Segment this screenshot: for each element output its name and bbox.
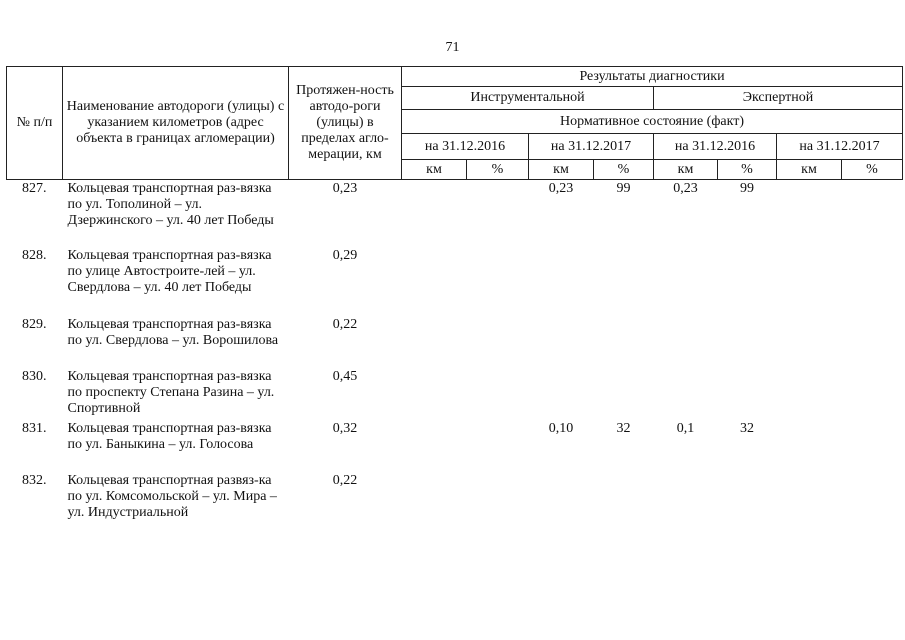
cell-value <box>777 472 842 524</box>
row-number: 830. <box>22 368 47 384</box>
header-date-4: на 31.12.2017 <box>777 134 903 160</box>
cell-value <box>842 472 903 524</box>
cell-value <box>402 180 467 247</box>
cell-value <box>842 247 903 316</box>
road-name: Кольцевая транспортная раз-вязка по ул. Тополиной – ул. Дзержинского – ул. 40 лет Победы <box>67 181 274 228</box>
cell-value: 0,23 <box>548 181 574 196</box>
cell-value: 0,23 <box>673 181 698 196</box>
header-date-3: на 31.12.2016 <box>654 134 777 160</box>
road-length: 0,29 <box>332 247 358 263</box>
header-pct: % <box>842 160 903 180</box>
header-expert: Экспертной <box>654 87 903 110</box>
diagnostics-table <box>6 66 903 524</box>
cell-value <box>467 472 529 524</box>
row-number: 829. <box>22 316 47 332</box>
cell-value <box>718 368 777 420</box>
header-name: Наименование автодороги (улицы) с указанием километров (адрес объекта в границах агломерации) <box>63 67 289 180</box>
cell-value <box>402 247 467 316</box>
cell-value: 99 <box>616 181 631 196</box>
cell-value <box>718 316 777 368</box>
table-row <box>7 180 903 247</box>
cell-value <box>842 316 903 368</box>
table-row <box>7 368 903 420</box>
road-length: 0,23 <box>332 181 358 196</box>
page-number: 71 <box>445 40 460 55</box>
header-pct: % <box>718 160 777 180</box>
header-date-2: на 31.12.2017 <box>529 134 654 160</box>
header-km: км <box>654 160 718 180</box>
cell-value: 0,10 <box>548 420 574 436</box>
cell-value <box>777 420 842 472</box>
cell-value: 32 <box>616 420 631 436</box>
road-name: Кольцевая транспортная развяз-ка по ул. Комсомольской – ул. Мира – ул. Индустриальной <box>67 472 277 520</box>
cell-value: 0,1 <box>676 420 695 436</box>
cell-value <box>467 420 529 472</box>
cell-value <box>467 180 529 247</box>
row-number: 828. <box>22 247 47 263</box>
road-length: 0,22 <box>332 472 358 488</box>
cell-value <box>777 368 842 420</box>
cell-value <box>467 316 529 368</box>
cell-value: 32 <box>740 420 754 436</box>
cell-value <box>718 472 777 524</box>
row-number: 827. <box>22 181 47 196</box>
header-km: км <box>777 160 842 180</box>
cell-value <box>402 420 467 472</box>
cell-value <box>777 247 842 316</box>
cell-value <box>842 420 903 472</box>
cell-value <box>842 368 903 420</box>
table-row <box>7 472 903 524</box>
header-km: км <box>402 160 467 180</box>
cell-value <box>718 247 777 316</box>
row-number: 831. <box>22 420 47 436</box>
road-name: Кольцевая транспортная раз-вязка по ул. Баныкина – ул. Голосова <box>67 420 272 452</box>
cell-value <box>529 472 594 524</box>
road-name: Кольцевая транспортная раз-вязка по проспекту Степана Разина – ул. Спортивной <box>67 368 275 416</box>
table-row <box>7 247 903 316</box>
cell-value <box>467 368 529 420</box>
header-length: Протяжен-ность автодо-роги (улицы) в пределах агло-мерации, км <box>289 67 402 180</box>
header-normative: Нормативное состояние (факт) <box>402 110 903 134</box>
cell-value <box>654 247 718 316</box>
road-length: 0,22 <box>332 316 358 332</box>
cell-value <box>777 180 842 247</box>
cell-value <box>654 368 718 420</box>
cell-value <box>529 368 594 420</box>
road-name: Кольцевая транспортная раз-вязка по улице Автостроите-лей – ул. Свердлова – ул. 40 лет Победы <box>67 247 272 295</box>
header-date-1: на 31.12.2016 <box>402 134 529 160</box>
road-name: Кольцевая транспортная раз-вязка по ул. Свердлова – ул. Ворошилова <box>67 316 279 348</box>
header-pct: % <box>467 160 529 180</box>
cell-value <box>467 247 529 316</box>
header-num: № п/п <box>7 67 63 180</box>
cell-value <box>594 368 654 420</box>
cell-value <box>529 247 594 316</box>
cell-value <box>402 368 467 420</box>
cell-value <box>594 316 654 368</box>
table-row <box>7 316 903 368</box>
cell-value <box>594 247 654 316</box>
header-km: км <box>529 160 594 180</box>
cell-value <box>654 316 718 368</box>
cell-value <box>842 180 903 247</box>
header-instrumental: Инструментальной <box>402 87 654 110</box>
cell-value <box>402 472 467 524</box>
road-length: 0,45 <box>332 368 358 384</box>
table-row <box>7 420 903 472</box>
row-number: 832. <box>22 472 47 488</box>
cell-value <box>594 472 654 524</box>
cell-value: 99 <box>740 181 754 196</box>
header-pct: % <box>594 160 654 180</box>
header-results: Результаты диагностики <box>402 67 903 87</box>
cell-value <box>402 316 467 368</box>
road-length: 0,32 <box>332 420 358 436</box>
cell-value <box>529 316 594 368</box>
cell-value <box>777 316 842 368</box>
cell-value <box>654 472 718 524</box>
